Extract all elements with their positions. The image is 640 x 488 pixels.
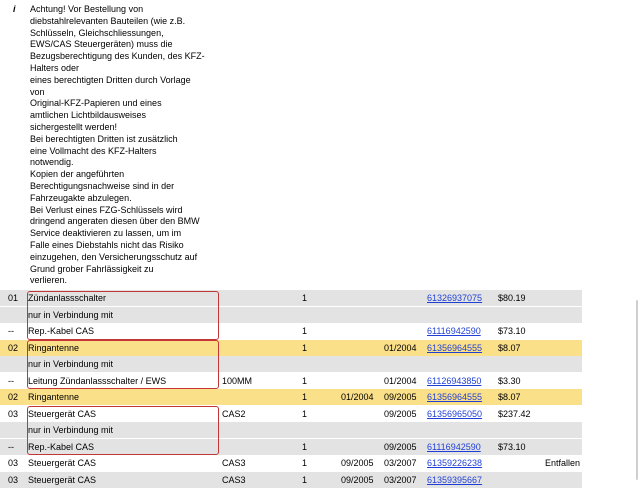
part-number-link[interactable]: 61126943850 xyxy=(427,375,482,386)
cell-num: -- xyxy=(8,326,14,336)
cell-qty: 1 xyxy=(302,408,308,419)
cell-price: $73.10 xyxy=(498,326,526,336)
part-number-link[interactable]: 61356964555 xyxy=(427,392,483,402)
cell-code: CAS2 xyxy=(222,408,246,419)
cell-desc: Steuergerät CAS xyxy=(28,474,97,485)
cell-qty: 1 xyxy=(302,458,308,468)
table-row xyxy=(0,389,582,405)
cell-qty: 1 xyxy=(302,474,308,485)
part-number-link[interactable]: 61116942590 xyxy=(427,441,481,452)
cell-num: 02 xyxy=(8,392,19,402)
part-number-link[interactable]: 61326937075 xyxy=(427,293,483,303)
warning-text: Achtung! Vor Bestellung von diebstahlrelevanten Bauteilen (wie z.B. Schlüsseln, Gleichschliessungen, EWS/CAS Steuergeräten) muss die Bezugsberechtigung des Kunden, des KFZ- Halters oder eines berechtigten Dritten durch Vorlage von Original-KFZ-Papieren und eines amtlichen Lichtbildausweises sichergestellt werden! Bei berechtigten Dritten ist zusätzlich eine Vollmacht des KFZ-Halters notwendig. Kopien der angeführten Berechtigungsnachweise sind in der Fahrzeugakte abzulegen. Bei Verlust eines FZG-Schlüssels wird dringend angeraten diesen über den BMW Service deaktivieren zu lassen, um im Falle eines Diebstahls nicht das Risiko einzugehen, den Versicherungsschutz auf Grund grober Fahrlässigkeit zu verlieren. xyxy=(30,4,205,286)
cell-from: 01/2004 xyxy=(341,392,374,402)
cell-desc: Ringantenne xyxy=(28,392,80,402)
cell-desc: Rep.-Kabel CAS xyxy=(28,326,95,336)
cell-desc: nur in Verbindung mit xyxy=(28,425,114,435)
cell-qty: 1 xyxy=(302,342,308,353)
cell-num: -- xyxy=(8,375,14,386)
cell-desc: Steuergerät CAS xyxy=(28,458,97,468)
cell-num: 03 xyxy=(8,458,19,468)
selection-highlight xyxy=(27,291,219,340)
cell-num: -- xyxy=(8,441,14,452)
cell-to: 09/2005 xyxy=(384,441,417,452)
cell-qty: 1 xyxy=(302,441,308,452)
cell-num: 02 xyxy=(8,342,19,353)
part-number-link[interactable]: 61356965050 xyxy=(427,408,483,419)
cell-price: $8.07 xyxy=(498,392,521,402)
cell-price: $237.42 xyxy=(498,408,531,419)
cell-qty: 1 xyxy=(302,293,308,303)
cell-desc: Steuergerät CAS xyxy=(28,408,97,419)
table-row xyxy=(0,455,582,471)
info-icon: i xyxy=(13,4,16,14)
cell-code: 100MM xyxy=(222,375,253,386)
cell-desc: Zündanlassschalter xyxy=(28,293,107,303)
cell-price: $8.07 xyxy=(498,342,521,353)
part-number-link[interactable]: 61356964555 xyxy=(427,342,483,353)
cell-to: 09/2005 xyxy=(384,408,417,419)
cell-to: 01/2004 xyxy=(384,375,417,386)
cell-price: $73.10 xyxy=(498,441,526,452)
cell-num: 03 xyxy=(8,474,19,485)
cell-desc: nur in Verbindung mit xyxy=(28,359,114,369)
cell-qty: 1 xyxy=(302,392,308,402)
cell-num: 01 xyxy=(8,293,19,303)
part-number-link[interactable]: 61359395667 xyxy=(427,474,483,485)
part-number-link[interactable]: 61359226238 xyxy=(427,458,483,468)
cell-price: $80.19 xyxy=(498,293,526,303)
selection-highlight xyxy=(27,406,219,455)
cell-code: CAS3 xyxy=(222,458,246,468)
cell-desc: nur in Verbindung mit xyxy=(28,309,114,320)
cell-to: 03/2007 xyxy=(384,458,417,468)
cell-num: 03 xyxy=(8,408,19,419)
cell-note: Entfallen xyxy=(545,458,581,468)
vertical-scrollbar[interactable] xyxy=(636,300,638,480)
cell-price: $3.30 xyxy=(498,375,521,386)
cell-to: 01/2004 xyxy=(384,342,417,353)
cell-qty: 1 xyxy=(302,326,308,336)
cell-to: 09/2005 xyxy=(384,392,417,402)
selection-highlight xyxy=(27,340,219,389)
cell-desc: Ringantenne xyxy=(28,342,80,353)
cell-desc: Leitung Zündanlassschalter / EWS xyxy=(28,375,167,386)
cell-desc: Rep.-Kabel CAS xyxy=(28,441,95,452)
cell-from: 09/2005 xyxy=(341,474,374,485)
cell-to: 03/2007 xyxy=(384,474,417,485)
cell-qty: 1 xyxy=(302,375,308,386)
cell-from: 09/2005 xyxy=(341,458,374,468)
cell-code: CAS3 xyxy=(222,474,246,485)
part-number-link[interactable]: 61116942590 xyxy=(427,326,481,336)
